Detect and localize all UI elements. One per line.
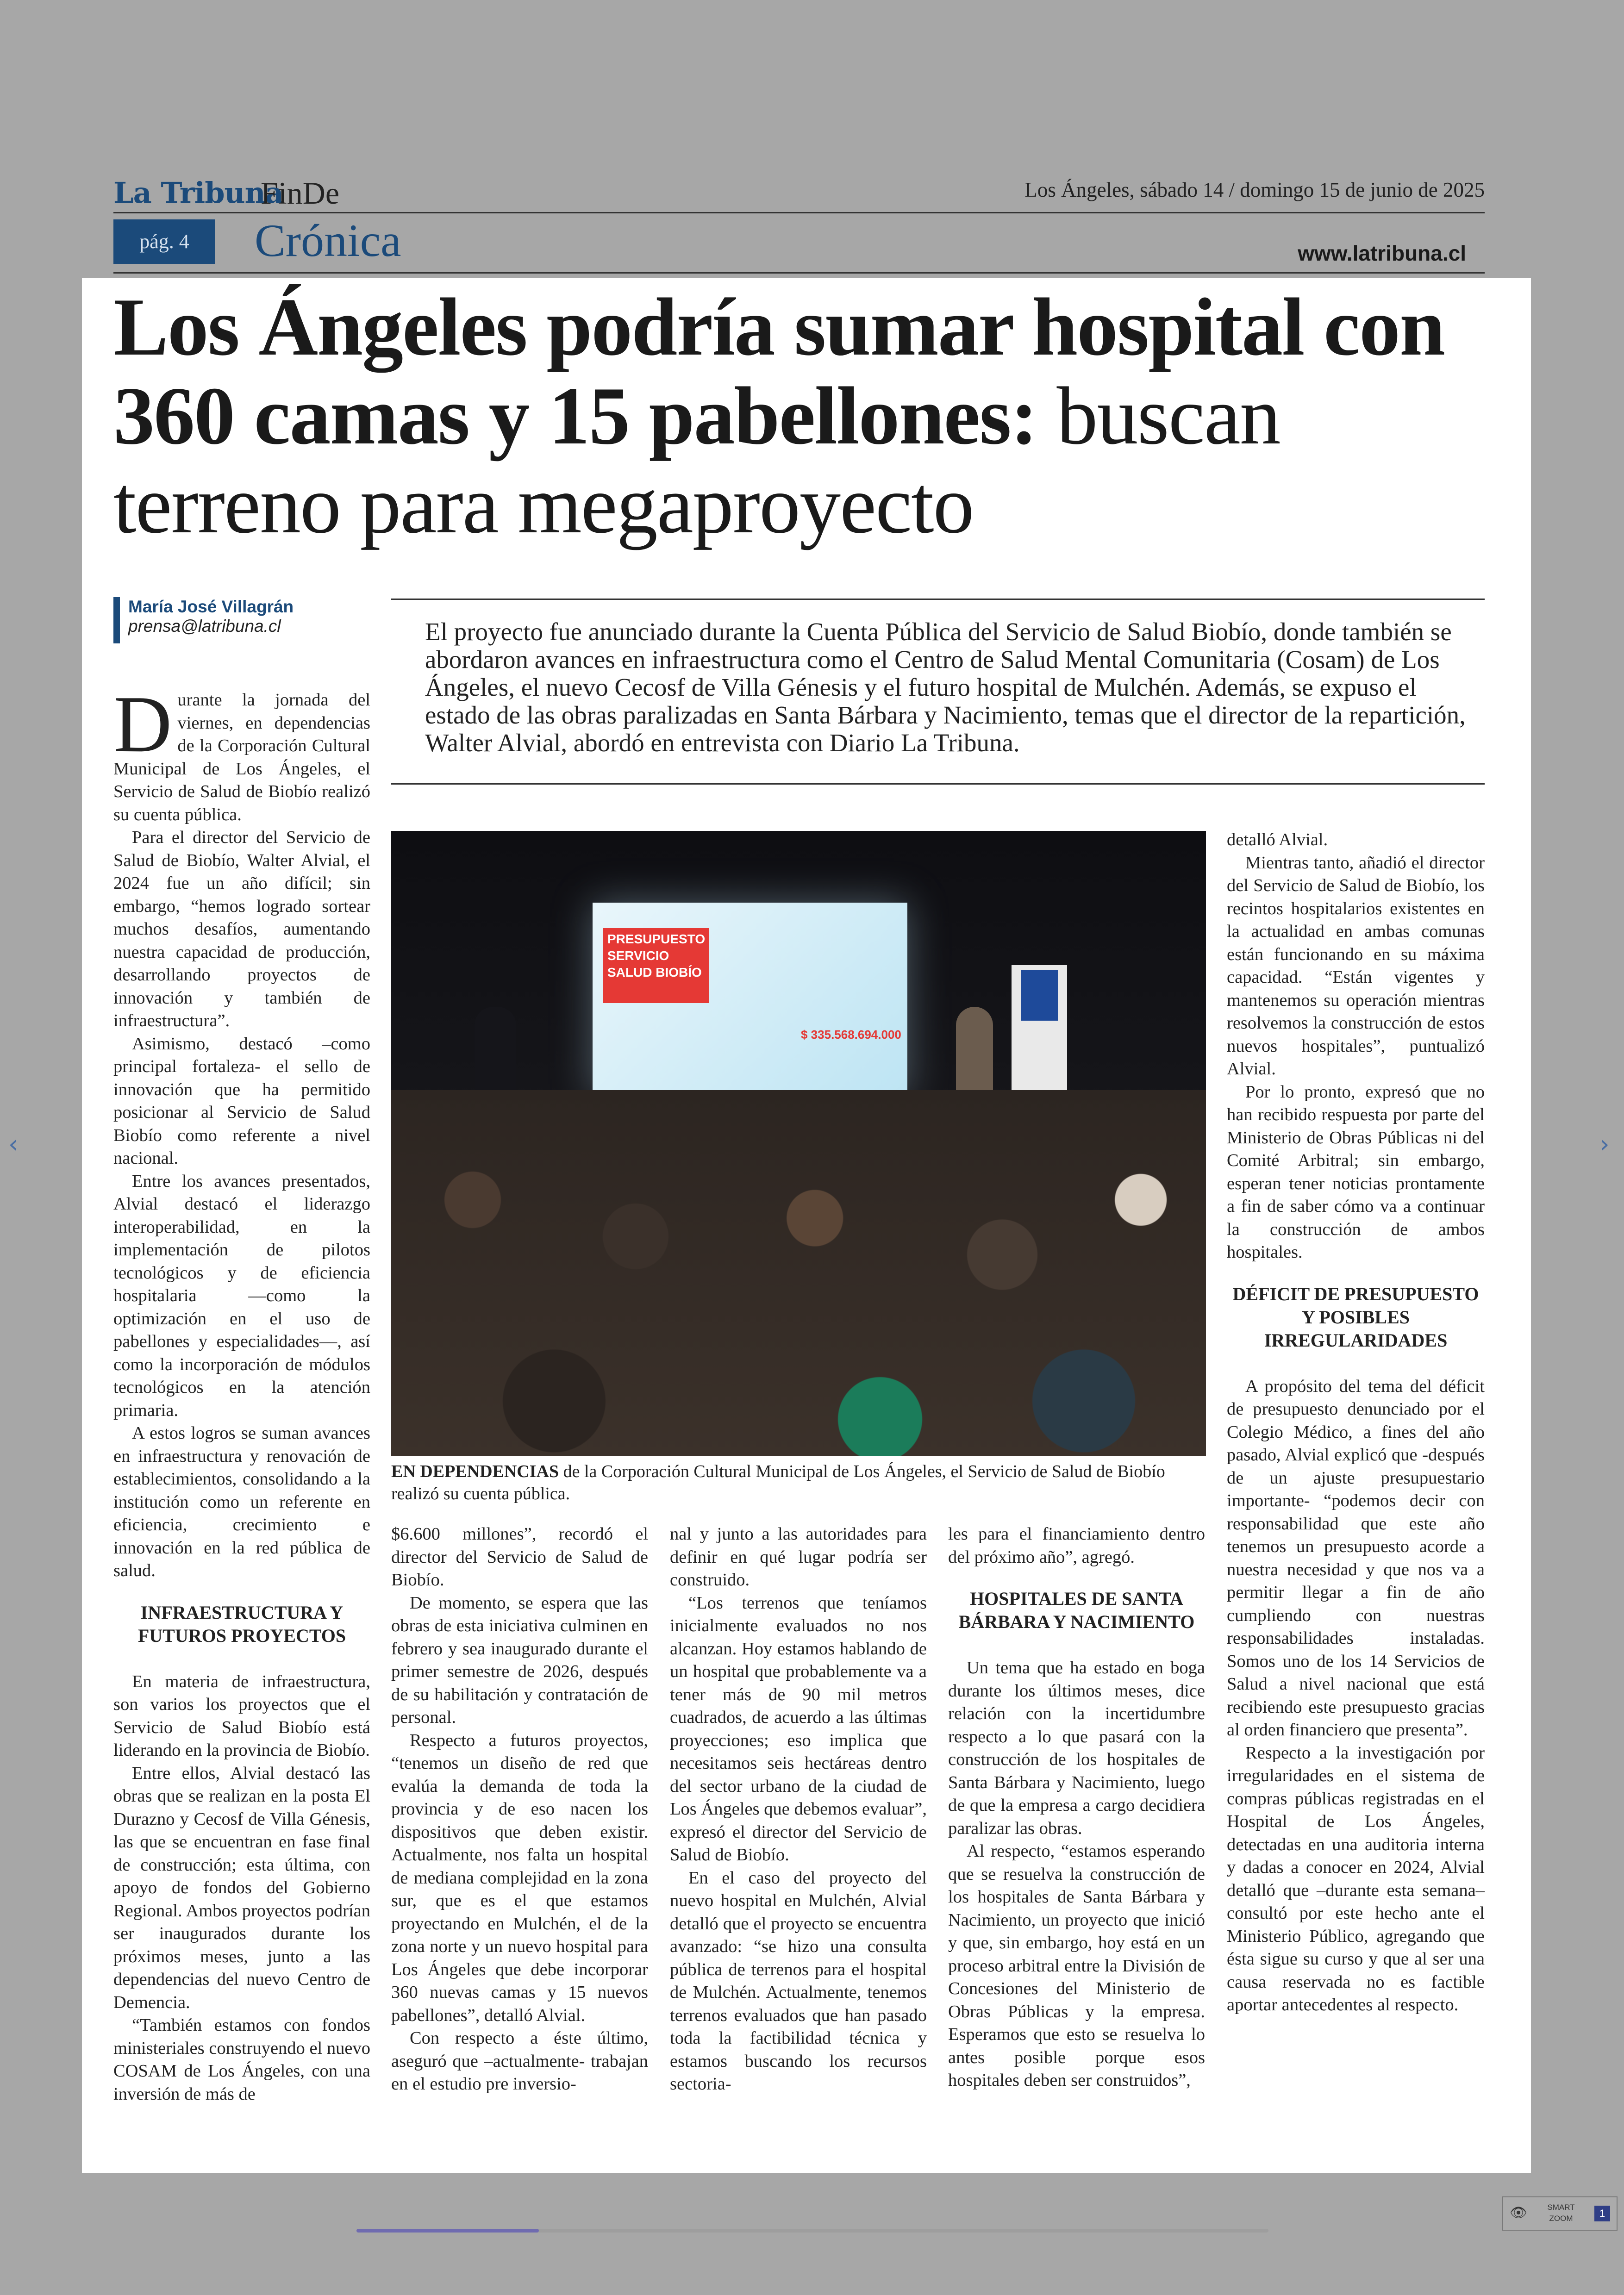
- paragraph: Mientras tanto, añadió el director del Servicio de Salud de Biobío, los recintos hospitalarios existentes en la actualidad en ambas comunas están funcionando en su máxima capacidad. “Están vigentes y mantenemos su operación mientras resolvemos la construcción de estos nuevos hospitales”, puntualizó Alvial.: [1227, 853, 1485, 1079]
- caption-text: de la Corporación Cultural Municipal de Los Ángeles, el Servicio de Salud de Biobío realizó su cuenta pública.: [391, 1462, 1165, 1503]
- article-lead: El proyecto fue anunciado durante la Cuenta Pública del Servicio de Salud Biobío, donde también se abordaron avances en infraestructura como el Centro de Salud Mental Comunitaria (Cosam) de Los Ángeles, el nuevo Cecosf de Villa Génesis y el futuro hospital de Mulchén. Además, se expuso el estado de las obras paralizadas en Santa Bárbara y Nacimiento, temas que el director de la repartición, Walter Alvial, abordó en entrevista con Diario La Tribuna.: [425, 617, 1466, 757]
- smart-zoom-label: SMART ZOOM: [1547, 2203, 1575, 2223]
- byline: [113, 597, 294, 643]
- lead-rule-bottom: [391, 783, 1485, 785]
- paragraph: Asimismo, destacó –como principal fortaleza- el sello de innovación que ha permitido posicionar al Servicio de Salud Biobío como referente a nivel nacional.: [113, 1034, 370, 1168]
- next-page-arrow-icon[interactable]: ›: [1599, 1129, 1610, 1159]
- paragraph: Por lo pronto, expresó que no han recibido respuesta por parte del Ministerio de Obras Públicas ni del Comité Arbitral; sin embargo, esperan tener noticias prontamente a fin de saber cómo va a continuar la construcción de ambos hospitales.: [1227, 1082, 1485, 1262]
- article-column-3: [670, 1523, 927, 2096]
- paragraph: nal y junto a las autoridades para definir en qué lugar podría ser construido.: [670, 1524, 927, 1590]
- article-headline: [113, 282, 1493, 549]
- paragraph: “Los terrenos que teníamos inicialmente evaluados no nos alcanzan. Hoy estamos hablando de un hospital que probablemente va a tener más de 90 mil metros cuadrados, de acuerdo a las últimas proyecciones; eso implica que necesitamos seis hectáreas dentro del sector urbano de la ciudad de Los Ángeles que debemos evaluar”, expresó el director del Servicio de Salud de Biobío.: [670, 1593, 927, 1865]
- newspaper-logo: La Tribuna: [113, 176, 283, 210]
- issue-date: Los Ángeles, sábado 14 / domingo 15 de junio de 2025: [1024, 178, 1485, 201]
- podium-logo: [1021, 970, 1058, 1021]
- edition-name: FinDe: [261, 175, 339, 211]
- website-url: www.latribuna.cl: [1298, 241, 1466, 265]
- screen-badge: PRESUPUESTO SERVICIO SALUD BIOBÍO: [603, 928, 709, 1003]
- photo-caption: [391, 1460, 1197, 1505]
- paragraph: Con respecto a éste último, aseguró que –actualmente- trabajan en el estudio pre inversio-: [391, 2028, 648, 2094]
- paragraph: Respecto a la investigación por irregularidades en el sistema de compras públicas registradas en el Hospital de Los Ángeles, detectadas en una auditoria interna y dadas a conocer en 2024, Alvial detalló que –durante esta semana– consultó por este hecho ante el Ministerio Público, agregando que ésta sigue su curso y que al ser una causa reservada no es factible aportar antecedentes al respecto.: [1227, 1743, 1485, 2014]
- paragraph: Entre los avances presentados, Alvial destacó el liderazgo interoperabilidad, en la implementación de pilotos tecnológicos y de eficiencia hospitalaria —como la optimización en el uso de pabellones y especialidades—, así como la incorporación de módulos tecnológicos en la atención primaria.: [113, 1171, 370, 1420]
- article-column-2: [391, 1523, 648, 2096]
- paragraph: “También estamos con fondos ministeriales construyendo el nuevo COSAM de Los Ángeles, con una inversión de más de: [113, 2015, 370, 2104]
- header-rule: [113, 212, 1485, 213]
- subheading: DÉFICIT DE PRESUPUESTO Y POSIBLES IRREGULARIDADES: [1232, 1283, 1479, 1351]
- paragraph: En el caso del proyecto del nuevo hospital en Mulchén, Alvial detalló que el proyecto se encuentra avanzado: “se hizo una consulta pública de terrenos para el hospital de Mulchén. Actualmente, tenemos terrenos evaluados que han pasado toda la factibilidad técnica y estamos buscando los recursos sectoria-: [670, 1868, 927, 2094]
- caption-lead: EN DEPENDENCIAS: [391, 1462, 559, 1481]
- article-column-4: [948, 1523, 1205, 2092]
- paragraph: De momento, se espera que las obras de esta iniciativa culminen en febrero y sea inaugurado durante el primer semestre de 2026, después de su habilitación y contratación de personal.: [391, 1593, 648, 1727]
- article-photo: [391, 831, 1206, 1456]
- paragraph: Entre ellos, Alvial destacó las obras que se realizan en la posta El Durazno y Cecosf de Villa Génesis, las que se encuentran en fase final de construcción; esta última, con apoyo de fondos del Gobierno Regional. Ambos proyectos podrían ser inaugurados durante los próximos meses, junto a las dependencias del nuevo Centro de Demencia.: [113, 1763, 370, 2012]
- headline-bold: Los Ángeles podría sumar hospital con 360 camas y 15 pabellones:: [113, 281, 1444, 461]
- paragraph: Respecto a futuros proyectos, “tenemos un diseño de red que evalúa la demanda de toda la provincia y de eso nacen los dispositivos que deben existir. Actualmente, nos falta un hospital de mediana complejidad en la zona sur, que es el que estamos proyectando en Mulchén, el de la zona norte y un nuevo hospital para Los Ángeles que debe incorporar 360 nuevas camas y 15 nuevos pabellones”, detalló Alvial.: [391, 1730, 648, 2025]
- author-name: María José Villagrán: [128, 597, 294, 616]
- screen-amount: $ 335.568.694.000: [801, 1028, 901, 1041]
- lead-rule-top: [391, 599, 1485, 600]
- page-header: [113, 171, 1485, 278]
- smart-zoom-button[interactable]: [1502, 2196, 1618, 2231]
- paragraph: A propósito del tema del déficit de presupuesto denunciado por el Colegio Médico, a fines del año pasado, Alvial explicó que -después de un ajuste presupuestario importante- “podemos decir con responsabilidad que este año tenemos un presupuesto acorde a nuestra necesidad y que nos va a permitir llegar a fin de año cumpliendo con nuestras responsabilidades instaladas. Somos uno de los 14 Servicios de Salud a nivel nacional que está recibiendo este presupuesto gracias al orden financiero que presenta”.: [1227, 1376, 1485, 1740]
- article-column-1: [113, 679, 370, 2106]
- paragraph: Durante la jornada del viernes, en dependencias de la Corporación Cultural Municipal de Los Ángeles, el Servicio de Salud de Biobío realizó su cuenta pública.: [113, 679, 370, 824]
- audience: [391, 1090, 1206, 1456]
- paragraph: A estos logros se suman avances en infraestructura y renovación de establecimientos, consolidando a la institución como un referente en eficiencia, crecimiento e innovación en la red pública de salud.: [113, 1423, 370, 1580]
- second-speaker-silhouette: [956, 1007, 993, 1099]
- subheading: HOSPITALES DE SANTA BÁRBARA Y NACIMIENTO: [958, 1588, 1195, 1632]
- paragraph: detalló Alvial.: [1227, 830, 1328, 849]
- paragraph: Para el director del Servicio de Salud de Biobío, Walter Alvial, el 2024 fue un año difícil; sin embargo, “hemos logrado sortear muchos desafíos, aumentando nuestra capacidad de producción, desarrollando proyectos de innovación y también de infraestructura”.: [113, 828, 370, 1030]
- paragraph: les para el financiamiento dentro del próximo año”, agregó.: [948, 1524, 1205, 1567]
- header-rule-bottom: [113, 272, 1485, 274]
- paragraph: Al respecto, “estamos esperando que se resuelva la construcción de los hospitales de Santa Bárbara y Nacimiento, un proyecto que inició y que, sin embargo, hoy está en un proceso arbitral entre la División de Concesiones del Ministerio de Obras Públicas y la empresa. Esperamos que esto se resuelva lo antes posible porque esos hospitales deben ser construidos”,: [948, 1841, 1205, 2090]
- page-number-badge: pág. 4: [113, 219, 215, 264]
- paragraph: Un tema que ha estado en boga durante los últimos meses, dice relación con la incertidumbre respecto a lo que pasará con la construcción de los hospitales de Santa Bárbara y Nacimiento, luego de que la empresa a cargo decidiera paralizar las obras.: [948, 1658, 1205, 1838]
- scrollbar-thumb[interactable]: [356, 2229, 539, 2233]
- section-title: Crónica: [255, 215, 401, 266]
- paragraph: $6.600 millones”, recordó el director del Servicio de Salud de Biobío.: [391, 1524, 648, 1590]
- subheading: INFRAESTRUCTURA Y FUTUROS PROYECTOS: [137, 1602, 346, 1646]
- drop-cap: D: [113, 679, 172, 769]
- article-column-5: [1227, 829, 1485, 2017]
- projection-screen: [593, 903, 907, 1097]
- page-indicator: 1: [1594, 2206, 1610, 2221]
- paragraph: En materia de infraestructura, son varios los proyectos que el Servicio de Salud Biobío está liderando en la provincia de Biobío.: [113, 1671, 370, 1760]
- previous-page-arrow-icon[interactable]: ‹: [8, 1129, 19, 1159]
- author-email: prensa@latribuna.cl: [128, 617, 281, 636]
- eye-icon: 👁: [1510, 2205, 1528, 2220]
- headline-rest: buscan terreno para megaproyecto: [113, 370, 1280, 550]
